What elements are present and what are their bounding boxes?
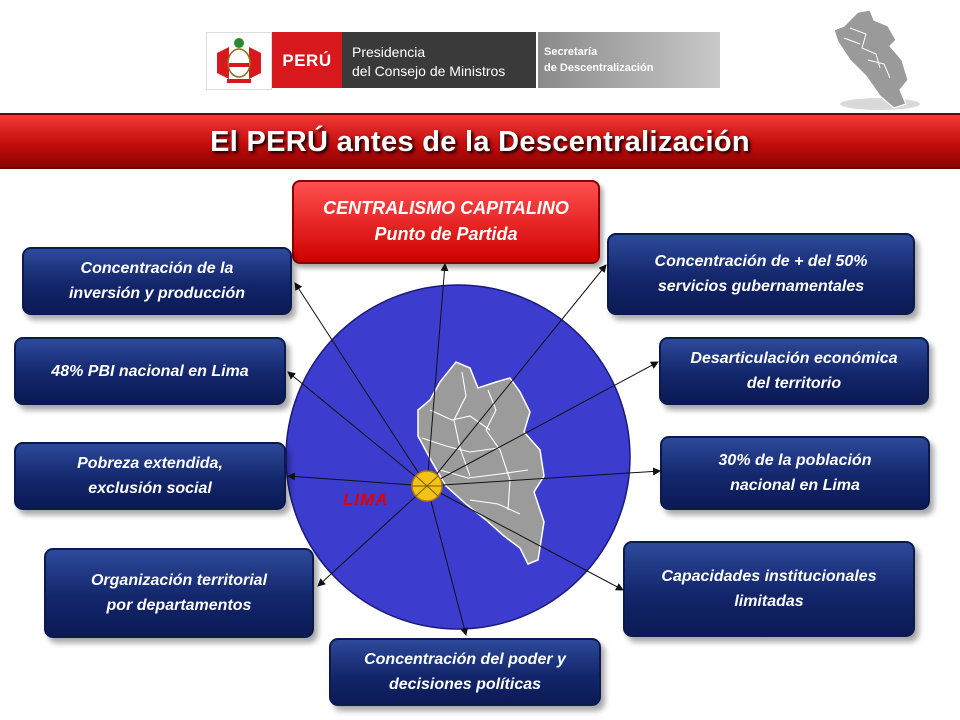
institution-line2: del Consejo de Ministros: [352, 63, 506, 79]
node-poblacion-line1: 30% de la población: [718, 452, 872, 469]
node-pobreza-line2: exclusión social: [88, 480, 212, 497]
node-pobreza-line1: Pobreza extendida,: [77, 455, 223, 472]
node-capacidades-line2: limitadas: [734, 593, 804, 610]
node-poder-line1: Concentración del poder y: [364, 651, 566, 668]
node-organizacion-line1: Organización territorial: [90, 572, 268, 589]
node-desarticulacion: [659, 337, 929, 405]
node-inversion-line2: inversión y producción: [68, 285, 246, 302]
lima-hub-icon: [412, 471, 442, 501]
node-inversion-line1: Concentración de la: [80, 260, 234, 277]
central-concept-subtitle: Punto de Partida: [374, 224, 518, 244]
institution-line1: Presidencia: [352, 44, 426, 60]
node-servicios: [607, 233, 915, 315]
node-organizacion-line2: por departamentos: [106, 597, 252, 614]
node-pbi: [14, 337, 286, 405]
node-capacidades: [623, 541, 915, 637]
office-line2: de Descentralización: [544, 62, 654, 74]
node-poblacion: [660, 436, 930, 510]
node-desarticulacion-line1: Desarticulación económica: [690, 350, 898, 367]
node-pobreza: [14, 442, 286, 510]
node-poder: [329, 638, 601, 706]
node-servicios-line1: Concentración de + del 50%: [654, 253, 868, 270]
node-poder-line2: decisiones políticas: [388, 676, 542, 693]
brand-text: PERÚ: [282, 51, 332, 70]
page-title: El PERÚ antes de la Descentralización: [210, 126, 750, 158]
central-concept-title: CENTRALISMO CAPITALINO: [323, 198, 569, 218]
central-concept-box: [292, 180, 600, 264]
office-line1: Secretaría: [544, 46, 598, 58]
node-pbi-line1: 48% PBI nacional en Lima: [51, 362, 249, 380]
node-desarticulacion-line2: del territorio: [746, 375, 842, 392]
node-inversion: [22, 247, 292, 315]
lima-label: LIMA: [343, 490, 389, 509]
node-servicios-line2: servicios gubernamentales: [657, 278, 865, 295]
node-organizacion: [44, 548, 314, 638]
node-capacidades-line1: Capacidades institucionales: [661, 568, 877, 585]
node-poblacion-line2: nacional en Lima: [730, 477, 860, 494]
